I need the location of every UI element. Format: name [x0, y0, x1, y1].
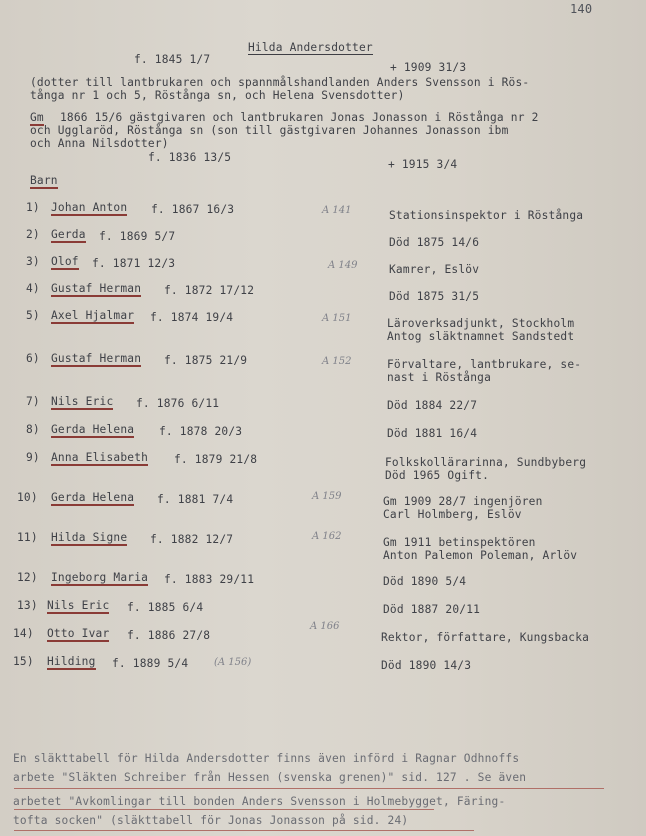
child-info-1: Gm 1911 betinspektören	[383, 536, 536, 549]
footer-underline	[14, 788, 604, 789]
footer-line-2: arbete "Släkten Schreiber från Hessen (svenska grenen)" sid. 127 . Se även	[13, 771, 527, 784]
child-ref-note: A 162	[312, 531, 342, 542]
child-number: 15)	[13, 655, 34, 668]
child-name: Axel Hjalmar	[51, 309, 135, 322]
child-ref-note: A 141	[322, 205, 352, 216]
child-number: 9)	[26, 451, 40, 464]
child-info-2: nast i Röstånga	[387, 371, 492, 384]
child-info-1: Död 1875 31/5	[389, 290, 480, 303]
child-info-1: Förvaltare, lantbrukare, se-	[387, 358, 582, 371]
child-info-2: Anton Palemon Poleman, Arlöv	[383, 549, 578, 562]
person-name: Hilda Andersdotter	[248, 41, 373, 54]
child-born: f. 1867 16/3	[151, 203, 235, 216]
child-info-1: Död 1890 5/4	[383, 575, 467, 588]
child-ref-note: A 152	[322, 356, 352, 367]
footer-line-4: tofta socken" (släkttabell för Jonas Jonasson på sid. 24)	[13, 814, 409, 827]
child-name: Johan Anton	[51, 201, 128, 214]
child-born: f. 1874 19/4	[150, 311, 234, 324]
child-born: f. 1872 17/12	[164, 284, 255, 297]
child-name: Gerda Helena	[51, 423, 135, 436]
footer-underline	[14, 809, 434, 810]
child-name: Otto Ivar	[47, 627, 110, 640]
child-ref-note: A 166	[310, 621, 340, 632]
child-number: 5)	[26, 309, 40, 322]
child-born: f. 1871 12/3	[92, 257, 176, 270]
footer-line-1: En släkttabell för Hilda Andersdotter finns även införd i Ragnar Odhnoffs	[13, 752, 520, 765]
child-info-2: Carl Holmberg, Eslöv	[383, 508, 522, 521]
child-born: f. 1878 20/3	[159, 425, 243, 438]
child-born: f. 1875 21/9	[164, 354, 248, 367]
child-born: f. 1882 12/7	[150, 533, 234, 546]
child-born: f. 1885 6/4	[127, 601, 204, 614]
child-name: Gustaf Herman	[51, 352, 142, 365]
parents-line-2: tånga nr 1 och 5, Röstånga sn, och Helena Svensdotter)	[30, 89, 405, 102]
child-info-2: Död 1965 Ogift.	[385, 469, 490, 482]
child-info-1: Död 1875 14/6	[389, 236, 480, 249]
child-info-1: Kamrer, Eslöv	[389, 263, 480, 276]
child-info-2: Antog släktnamnet Sandstedt	[387, 330, 575, 343]
child-number: 11)	[17, 531, 38, 544]
child-born: f. 1889 5/4	[112, 657, 189, 670]
child-info-1: Död 1884 22/7	[387, 399, 478, 412]
child-number: 10)	[17, 491, 38, 504]
child-info-1: Död 1887 20/11	[383, 603, 481, 616]
marriage-line-3: och Anna Nilsdotter)	[30, 137, 169, 150]
child-name: Nils Eric	[51, 395, 114, 408]
child-name: Hilding	[47, 655, 96, 668]
child-number: 4)	[26, 282, 40, 295]
marriage-gm: Gm	[30, 111, 44, 124]
child-info-1: Stationsinspektor i Röstånga	[389, 209, 584, 222]
child-name: Olof	[51, 255, 79, 268]
child-number: 6)	[26, 352, 40, 365]
child-born: f. 1886 27/8	[127, 629, 211, 642]
child-info-1: Läroverksadjunkt, Stockholm	[387, 317, 575, 330]
child-info-1: Död 1881 16/4	[387, 427, 478, 440]
person-born: f. 1845 1/7	[134, 53, 211, 66]
child-born: f. 1881 7/4	[157, 493, 234, 506]
child-ref-note: A 151	[322, 313, 352, 324]
marriage-line-1: 1866 15/6 gästgivaren och lantbrukaren Jonas Jonasson i Röstånga nr 2	[60, 111, 539, 124]
child-born: f. 1883 29/11	[164, 573, 255, 586]
child-born: f. 1869 5/7	[99, 230, 176, 243]
child-number: 3)	[26, 255, 40, 268]
child-name: Gerda Helena	[51, 491, 135, 504]
child-info-1: Folkskollärarinna, Sundbyberg	[385, 456, 587, 469]
marriage-line-2: och Ugglaröd, Röstånga sn (son till gästgivaren Johannes Jonasson ibm	[30, 124, 509, 137]
child-ref-note: (A 156)	[214, 657, 252, 668]
child-number: 2)	[26, 228, 40, 241]
person-died: + 1909 31/3	[390, 61, 467, 74]
child-number: 7)	[26, 395, 40, 408]
child-ref-note: A 159	[312, 491, 342, 502]
spouse-died: + 1915 3/4	[388, 158, 458, 171]
child-number: 8)	[26, 423, 40, 436]
footer-underline	[14, 830, 474, 831]
spouse-born: f. 1836 13/5	[148, 151, 232, 164]
child-info-1: Gm 1909 28/7 ingenjören	[383, 495, 543, 508]
child-name: Nils Eric	[47, 599, 110, 612]
child-born: f. 1876 6/11	[136, 397, 220, 410]
footer-line-3: arbetet "Avkomlingar till bonden Anders Svensson i Holmebygget, Färing-	[13, 795, 506, 808]
child-ref-note: A 149	[328, 260, 358, 271]
child-born: f. 1879 21/8	[174, 453, 258, 466]
child-info-1: Rektor, författare, Kungsbacka	[381, 631, 590, 644]
child-info-1: Död 1890 14/3	[381, 659, 472, 672]
child-number: 1)	[26, 201, 40, 214]
child-number: 12)	[17, 571, 38, 584]
child-name: Gustaf Herman	[51, 282, 142, 295]
children-heading: Barn	[30, 174, 58, 187]
child-name: Anna Elisabeth	[51, 451, 149, 464]
child-number: 14)	[13, 627, 34, 640]
child-name: Hilda Signe	[51, 531, 128, 544]
child-name: Gerda	[51, 228, 86, 241]
child-number: 13)	[17, 599, 38, 612]
parents-line-1: (dotter till lantbrukaren och spannmålshandlanden Anders Svensson i Rös-	[30, 76, 530, 89]
page-number: 140	[570, 2, 593, 16]
child-name: Ingeborg Maria	[51, 571, 149, 584]
